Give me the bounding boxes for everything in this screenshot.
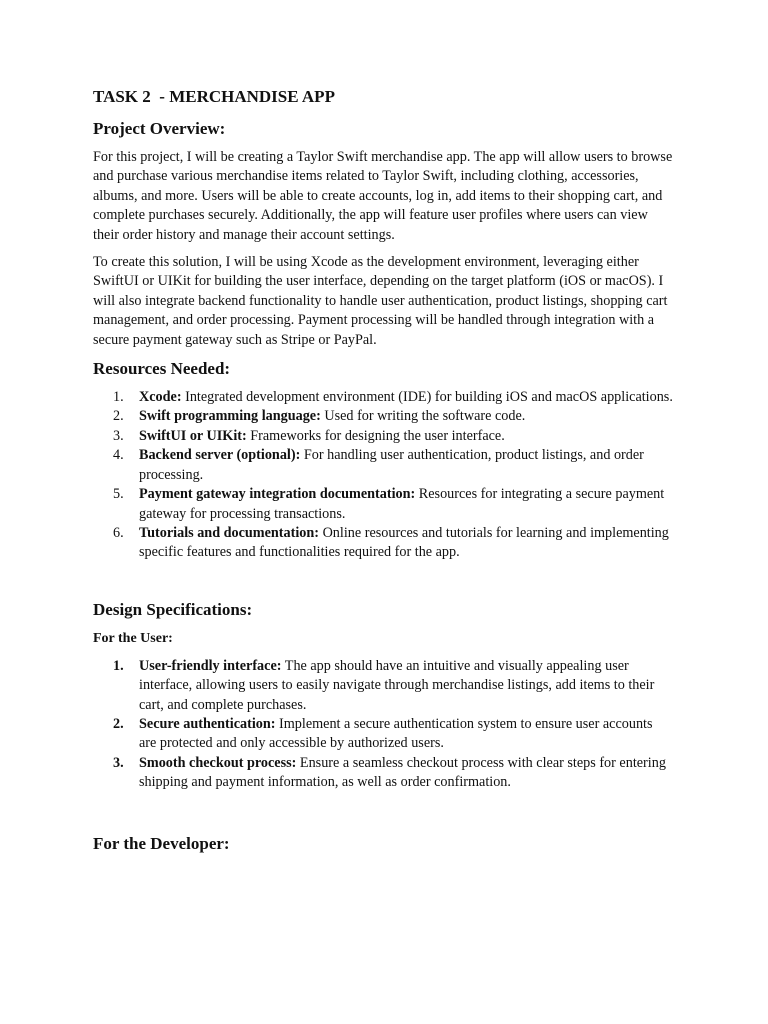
list-number: 2. <box>113 408 124 425</box>
resource-item-swiftui-uikit <box>93 427 673 446</box>
resource-term: Payment gateway integration documentation: <box>139 486 416 503</box>
spec-description: Ensure a seamless checkout process with clear steps for entering shipping and payment information, as well as order confirmation. <box>139 754 666 791</box>
for-the-developer-heading: For the Developer: <box>93 833 230 853</box>
resource-term: Tutorials and documentation: <box>139 524 320 541</box>
overview-paragraph-2: To create this solution, I will be using Xcode as the development environment, leveraging either SwiftUI or UIKit for building the user interface, depending on the target platform (iOS or macOS). I will also integrate backend functionality to handle user authentication, product listings, shopping cart management, and order processing. Payment processing will be handled through integration with a secure payment gateway such as Stripe or PayPal. <box>93 254 668 348</box>
resources-needed-heading: Resources Needed: <box>93 359 231 379</box>
list-number: 4. <box>113 447 124 464</box>
user-spec-list <box>93 657 673 793</box>
list-number: 1. <box>113 657 124 674</box>
list-number: 3. <box>113 427 124 444</box>
list-number: 1. <box>113 389 124 406</box>
spec-term: Secure authentication: <box>139 715 276 732</box>
spec-description: The app should have an intuitive and visually appealing user interface, allowing users to easily navigate through merchandise listings, add items to their cart, and complete purchases. <box>139 657 655 713</box>
list-number: 5. <box>113 486 124 503</box>
list-number: 3. <box>113 754 124 771</box>
for-the-user-heading: For the User: <box>93 630 173 646</box>
user-spec-item-interface <box>93 657 673 715</box>
task-title: TASK 2 - MERCHANDISE APP <box>93 87 335 106</box>
design-specifications-heading: Design Specifications: <box>93 599 253 619</box>
resource-term: Backend server (optional): <box>139 447 301 464</box>
resource-item-payment-gateway <box>93 485 673 524</box>
resource-term: Swift programming language: <box>139 408 321 425</box>
user-spec-item-checkout <box>93 754 673 793</box>
spec-term: User-friendly interface: <box>139 657 282 674</box>
document-page <box>93 86 673 863</box>
resource-item-xcode <box>93 388 673 407</box>
spec-description: Implement a secure authentication system to ensure user accounts are protected and only accessible by authorized users. <box>139 715 653 752</box>
list-number: 6. <box>113 524 124 541</box>
user-spec-item-authentication <box>93 715 673 754</box>
resource-term: Xcode: <box>139 389 182 406</box>
resource-description: For handling user authentication, product listings, and order processing. <box>139 447 644 483</box>
resource-item-tutorials <box>93 524 673 563</box>
resource-description: Integrated development environment (IDE) for building iOS and macOS applications. <box>181 389 673 406</box>
resource-description: Online resources and tutorials for learning and implementing specific features and functionalities required for the app. <box>139 524 669 561</box>
resource-item-swift <box>93 407 673 426</box>
spec-term: Smooth checkout process: <box>139 754 297 771</box>
overview-paragraph-1: For this project, I will be creating a Taylor Swift merchandise app. The app will allow users to browse and purchase various merchandise items related to Taylor Swift, including clothing, accessories, albums, and more. Users will be able to create accounts, log in, add items to their shopping cart, and complete purchases securely. Additionally, the app will feature user profiles where users can view their order history and manage their account settings. <box>93 149 673 243</box>
resources-list <box>93 388 673 563</box>
project-overview-heading: Project Overview: <box>93 119 226 138</box>
resource-item-backend <box>93 446 673 485</box>
resource-term: SwiftUI or UIKit: <box>139 427 247 444</box>
resource-description: Frameworks for designing the user interface. <box>246 427 505 444</box>
resource-description: Used for writing the software code. <box>320 408 526 425</box>
list-number: 2. <box>113 715 124 732</box>
resource-description: Resources for integrating a secure payment gateway for processing transactions. <box>139 486 665 522</box>
